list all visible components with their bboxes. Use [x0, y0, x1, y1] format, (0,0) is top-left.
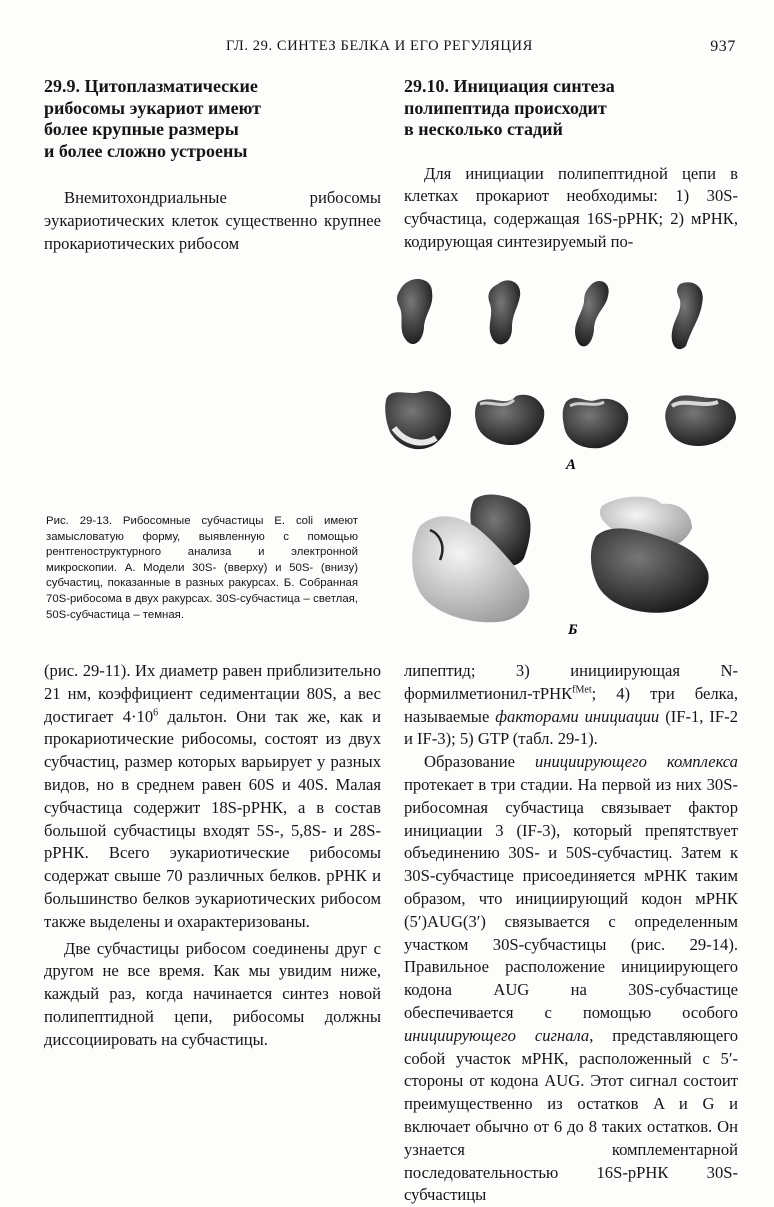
text-run: липептид; 3) инициирующая N-формилметионил-тРНК — [404, 661, 738, 703]
text-run: дальтон. Они так же, как и прокариотические рибосомы, состоят из двух субчастиц, размер которых варьирует у разных видов, но в среднем равен 60S и 40S. Малая субчастица содержит 18S-рРНК, а в состав большой субчастицы входят 5S-, 5,8S- и 28S-рРНК. Всего эукариотические рибосомы содержат свыше 70 различных белков. рРНК и большинство белков эукариотических рибосом также выделены и охарактеризованы. — [44, 706, 381, 931]
superscript: fMet — [572, 684, 592, 696]
left-paragraph-2: Две субчастицы рибосом соединены друг с другом не все время. Как мы увидим ниже, каждый раз, когда начинается синтез новой полипептидной цепи, рибосомы должны диссоциировать на субчастицы. — [44, 938, 381, 1049]
italic-term: факторами инициации — [495, 706, 660, 726]
text-run: ; 4) три белка, называемые — [404, 683, 738, 726]
right-column-bottom — [404, 660, 738, 1207]
text-run: протекает в три стадии. На первой из них 30S-рибосомная субчастица связывает фактор инициации 3 (IF-3), который препятствует объединению 30S- и 50S-субчастиц. Затем к 30S-субчастице присоединяется мРНК таким образом, что инициирующий кодон мРНК (5′)AUG(3′) связывается с определенным участком 30S-субчастицы (рис. 29-14). Правильное расположение инициирующего кодона AUG на 30S-субчастице обеспечивается с помощью особого — [404, 774, 738, 1022]
text-run: (IF-1, IF-2 и IF-3); 5) GTP (табл. 29-1). — [404, 706, 738, 749]
left-column-bottom — [44, 660, 381, 1052]
section-title-29-9 — [44, 76, 381, 162]
title-line: и более сложно устроены — [44, 140, 248, 161]
left-continued-paragraph — [44, 660, 381, 934]
section-title-29-10 — [404, 76, 738, 141]
title-line: 29.10. Инициация синтеза — [404, 76, 615, 96]
italic-term: инициирующего сигнала — [404, 1025, 590, 1045]
model-30s-2 — [488, 280, 520, 344]
right-column-top — [404, 76, 738, 254]
italic-term: инициирующего комплекса — [534, 752, 738, 772]
model-30s-4 — [672, 282, 703, 349]
figure-label-a: А — [566, 457, 577, 473]
left-column-top — [44, 76, 381, 255]
left-intro-paragraph: Внемитохондриальные рибосомы эукариотических клеток существенно крупнее прокариотических рибосом — [44, 188, 381, 253]
model-30s-1 — [397, 279, 432, 344]
figure-caption: Рис. 29-13. Рибосомные субчастицы E. coli имеют замысловатую форму, выявленную с помощью рентгеноструктурного анализа и электронной микроскопии. А. Модели 30S- (вверху) и 50S- (внизу) субчастиц, показанные в разных ракурсах. Б. Собранная 70S-рибосома в двух ракурсах. 30S-субчастица – светлая, 50S-субчастица – темная. — [46, 515, 358, 621]
figure-label-b: Б — [568, 622, 578, 638]
model-50s-3 — [563, 398, 629, 448]
model-70s-view-1 — [412, 494, 530, 622]
title-line: в несколько стадий — [404, 119, 563, 139]
ribosome-figure — [380, 268, 750, 653]
text-run: (рис. 29-11). Их диаметр равен приблизительно 21 нм, коэффициент седиментации 80S, а вес достигает 4·10 — [44, 661, 381, 726]
title-line: рибосомы эукариот имеют — [44, 97, 261, 118]
running-title: ГЛ. 29. СИНТЕЗ БЕЛКА И ЕГО РЕГУЛЯЦИЯ — [226, 38, 533, 54]
right-paragraph-2 — [404, 751, 738, 1207]
right-continued-paragraph — [404, 660, 738, 751]
model-50s-4 — [665, 395, 736, 446]
model-30s-3 — [575, 281, 609, 346]
exponent: 6 — [153, 707, 159, 719]
title-line: более крупные размеры — [44, 119, 239, 139]
ribosome-figure-image — [380, 268, 750, 653]
model-70s-view-2 — [591, 497, 709, 613]
right-intro-paragraph: Для инициации полипептидной цепи в клетках прокариот необходимы: 1) 30S-субчастица, содержащая 16S-рРНК; 2) мРНК, кодирующая синтезируемый по- — [404, 163, 738, 251]
page-number: 937 — [710, 38, 736, 55]
text-run: , представляющего собой участок мРНК, расположенный с 5′-стороны от кодона AUG. Этот сигнал состоит преимущественно из остатков A и G и включает обычно от 6 до 8 таких остатков. Он узнается комплементарной последовательностью 16S-рРНК 30S-субчастицы — [404, 1025, 738, 1205]
text-run: Образование — [424, 752, 535, 772]
title-line: полипептида происходит — [404, 97, 607, 118]
running-header — [226, 38, 736, 60]
model-50s-2 — [475, 395, 544, 445]
title-line: 29.9. Цитоплазматические — [44, 76, 258, 96]
model-50s-1 — [385, 391, 451, 449]
